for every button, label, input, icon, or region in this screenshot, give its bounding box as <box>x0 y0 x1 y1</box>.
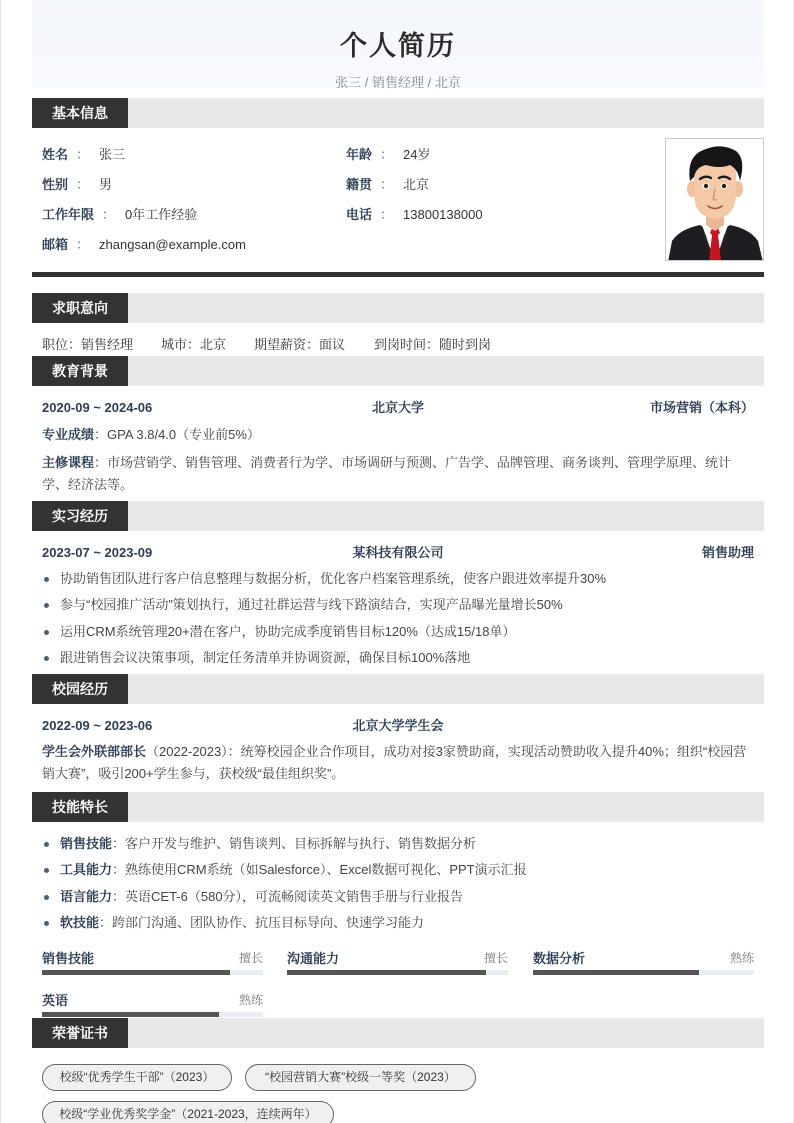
colon: ： <box>380 147 394 162</box>
skill-text: ：客户开发与维护、销售谈判、目标拆解与执行、销售数据分析 <box>112 836 477 851</box>
colon: ： <box>380 207 394 222</box>
skill-bar-level: 擅长 <box>483 951 508 965</box>
section-intention-title: 求职意向 <box>32 293 128 323</box>
list-item <box>42 623 754 649</box>
campus-line <box>42 718 754 734</box>
info-years-value: 0年工作经验 <box>125 207 198 222</box>
internship-role: 销售助理 <box>701 545 754 560</box>
info-phone <box>346 207 483 223</box>
skill-label: 销售技能 <box>60 836 113 851</box>
info-gender-label: 性别 <box>42 177 69 192</box>
intention-city: 城市：北京 <box>161 337 227 352</box>
list-item <box>42 914 754 940</box>
skill-bar-track <box>287 970 508 975</box>
education-major: 市场营销（本科） <box>649 400 754 415</box>
info-name <box>42 147 125 163</box>
info-gender-value: 男 <box>99 177 113 192</box>
bullet-icon <box>44 577 49 582</box>
colon: ： <box>76 237 90 252</box>
skill-bar-fill <box>533 970 699 975</box>
page-subtitle: 张三 / 销售经理 / 北京 <box>335 75 461 90</box>
skill-text: ：熟练使用CRM系统（如Salesforce）、Excel数据可视化、PPT演示汇报 <box>112 862 527 877</box>
resume-header <box>32 0 764 88</box>
section-education-header <box>32 356 764 386</box>
bullet-icon <box>44 921 49 926</box>
colon: ： <box>102 207 116 222</box>
info-years <box>42 207 197 223</box>
section-campus-header <box>32 674 764 704</box>
education-gpa-value: ：GPA 3.8/4.0（专业前5%） <box>94 427 260 442</box>
education-line <box>42 400 754 416</box>
skill-bar <box>42 948 263 974</box>
skill-bar-fill <box>42 1012 219 1017</box>
bullet-icon <box>44 895 49 900</box>
skill-text: ：跨部门沟通、团队协作、抗压目标导向、快速学习能力 <box>99 915 425 930</box>
section-skills-header <box>32 792 764 822</box>
list-item <box>42 861 754 888</box>
info-origin-label: 籍贯 <box>346 177 373 192</box>
section-skills-title: 技能特长 <box>32 792 128 822</box>
bullet-icon <box>44 868 49 873</box>
education-courses <box>42 452 754 496</box>
honor-tag: 校级“学业优秀奖学金”（2021-2023，连续两年） <box>42 1101 334 1123</box>
bullet-icon <box>44 842 49 847</box>
info-phone-value: 13800138000 <box>403 207 483 222</box>
campus-desc <box>42 741 754 785</box>
section-internship-header <box>32 501 764 531</box>
internship-line <box>42 545 754 561</box>
internship-company: 某科技有限公司 <box>352 545 444 560</box>
skills-list <box>42 835 754 940</box>
skill-bar-level: 擅长 <box>238 951 263 965</box>
list-item-text: 参与“校园推广活动”策划执行，通过社群运营与线下路演结合，实现产品曝光量增长50% <box>60 597 563 612</box>
education-period: 2020-09 ~ 2024-06 <box>42 400 153 415</box>
skill-bar-track <box>42 970 263 975</box>
education-gpa-label: 专业成绩 <box>42 427 95 442</box>
colon: ： <box>76 177 90 192</box>
skill-bar-name: 沟通能力 <box>287 951 340 966</box>
avatar-illustration <box>666 139 764 261</box>
colon: ： <box>380 177 394 192</box>
bullet-icon <box>44 656 49 661</box>
internship-period: 2023-07 ~ 2023-09 <box>42 545 153 560</box>
honor-tag: 校级“优秀学生干部”（2023） <box>42 1064 232 1091</box>
campus-org: 北京大学学生会 <box>352 718 444 733</box>
skill-bar-track <box>42 1012 263 1017</box>
education-gpa <box>42 424 754 446</box>
section-intention-header <box>32 293 764 323</box>
info-origin <box>346 177 429 193</box>
bullet-icon <box>44 603 49 608</box>
colon: ： <box>76 147 90 162</box>
info-age-label: 年龄 <box>346 147 373 162</box>
campus-period: 2022-09 ~ 2023-06 <box>42 718 153 733</box>
skill-bar-fill <box>42 970 230 975</box>
education-courses-value: ：市场营销学、销售管理、消费者行为学、市场调研与预测、广告学、品牌管理、商务谈判、管理学原理、统计学、经济法等。 <box>42 455 732 492</box>
section-basic-header <box>32 98 764 128</box>
info-email-value: zhangsan@example.com <box>99 237 246 252</box>
skill-bar-track <box>533 970 754 975</box>
skill-bar-level: 熟练 <box>729 951 754 965</box>
skill-bar-level: 熟练 <box>238 993 263 1007</box>
info-email <box>42 237 246 253</box>
info-origin-value: 北京 <box>403 177 430 192</box>
info-age <box>346 147 431 163</box>
internship-list <box>42 570 754 675</box>
list-item-text: 跟进销售会议决策事项，制定任务清单并协调资源，确保目标100%落地 <box>60 650 471 665</box>
list-item-text: 协助销售团队进行客户信息整理与数据分析，优化客户档案管理系统，使客户跟进效率提升30% <box>60 571 607 586</box>
section-campus-title: 校园经历 <box>32 674 128 704</box>
honor-tag: “校园营销大赛”校级一等奖（2023） <box>245 1064 476 1091</box>
skill-bar <box>42 990 263 1016</box>
list-item <box>42 570 754 596</box>
bullet-icon <box>44 630 49 635</box>
info-age-value: 24岁 <box>403 147 431 162</box>
page-title: 个人简历 <box>340 31 456 61</box>
section-honors-title: 荣誉证书 <box>32 1018 128 1048</box>
list-item <box>42 596 754 623</box>
section-honors-header <box>32 1018 764 1048</box>
campus-desc-text: （2022-2023）：统筹校园企业合作项目，成功对接3家赞助商，实现活动赞助收入提升40%；组织“校园营销大赛”，吸引200+学生参与，获校级“最佳组织奖”。 <box>42 744 747 781</box>
education-courses-label: 主修课程 <box>42 455 95 470</box>
skill-bar <box>287 948 508 974</box>
intention-arrival: 到岗时间：随时到岗 <box>374 337 492 352</box>
skill-label: 工具能力 <box>60 862 113 877</box>
skill-bar-name: 英语 <box>42 993 69 1008</box>
section-internship-title: 实习经历 <box>32 501 128 531</box>
info-years-label: 工作年限 <box>42 207 95 222</box>
info-gender <box>42 177 112 193</box>
skill-text: ：英语CET-6（580分），可流畅阅读英文销售手册与行业报告 <box>112 889 464 904</box>
info-phone-label: 电话 <box>346 207 373 222</box>
skill-label: 软技能 <box>60 915 100 930</box>
divider <box>32 272 764 277</box>
section-education-title: 教育背景 <box>32 356 128 386</box>
skill-bar <box>533 948 754 974</box>
skill-bar-fill <box>287 970 486 975</box>
section-basic-title: 基本信息 <box>32 98 128 128</box>
info-name-value: 张三 <box>99 147 126 162</box>
education-school: 北京大学 <box>371 400 424 415</box>
campus-title: 学生会外联部部长 <box>42 744 147 759</box>
list-item <box>42 649 754 675</box>
list-item <box>42 835 754 861</box>
list-item <box>42 888 754 914</box>
skill-bar-name: 数据分析 <box>533 951 586 966</box>
skill-bar-name: 销售技能 <box>42 951 95 966</box>
list-item-text: 运用CRM系统管理20+潜在客户，协助完成季度销售目标120%（达成15/18单） <box>60 624 516 639</box>
avatar-photo <box>665 138 764 261</box>
info-name-label: 姓名 <box>42 147 69 162</box>
intention-position: 职位：销售经理 <box>42 337 134 352</box>
skill-label: 语言能力 <box>60 889 113 904</box>
info-email-label: 邮箱 <box>42 237 69 252</box>
intention-salary: 期望薪资：面议 <box>254 337 346 352</box>
